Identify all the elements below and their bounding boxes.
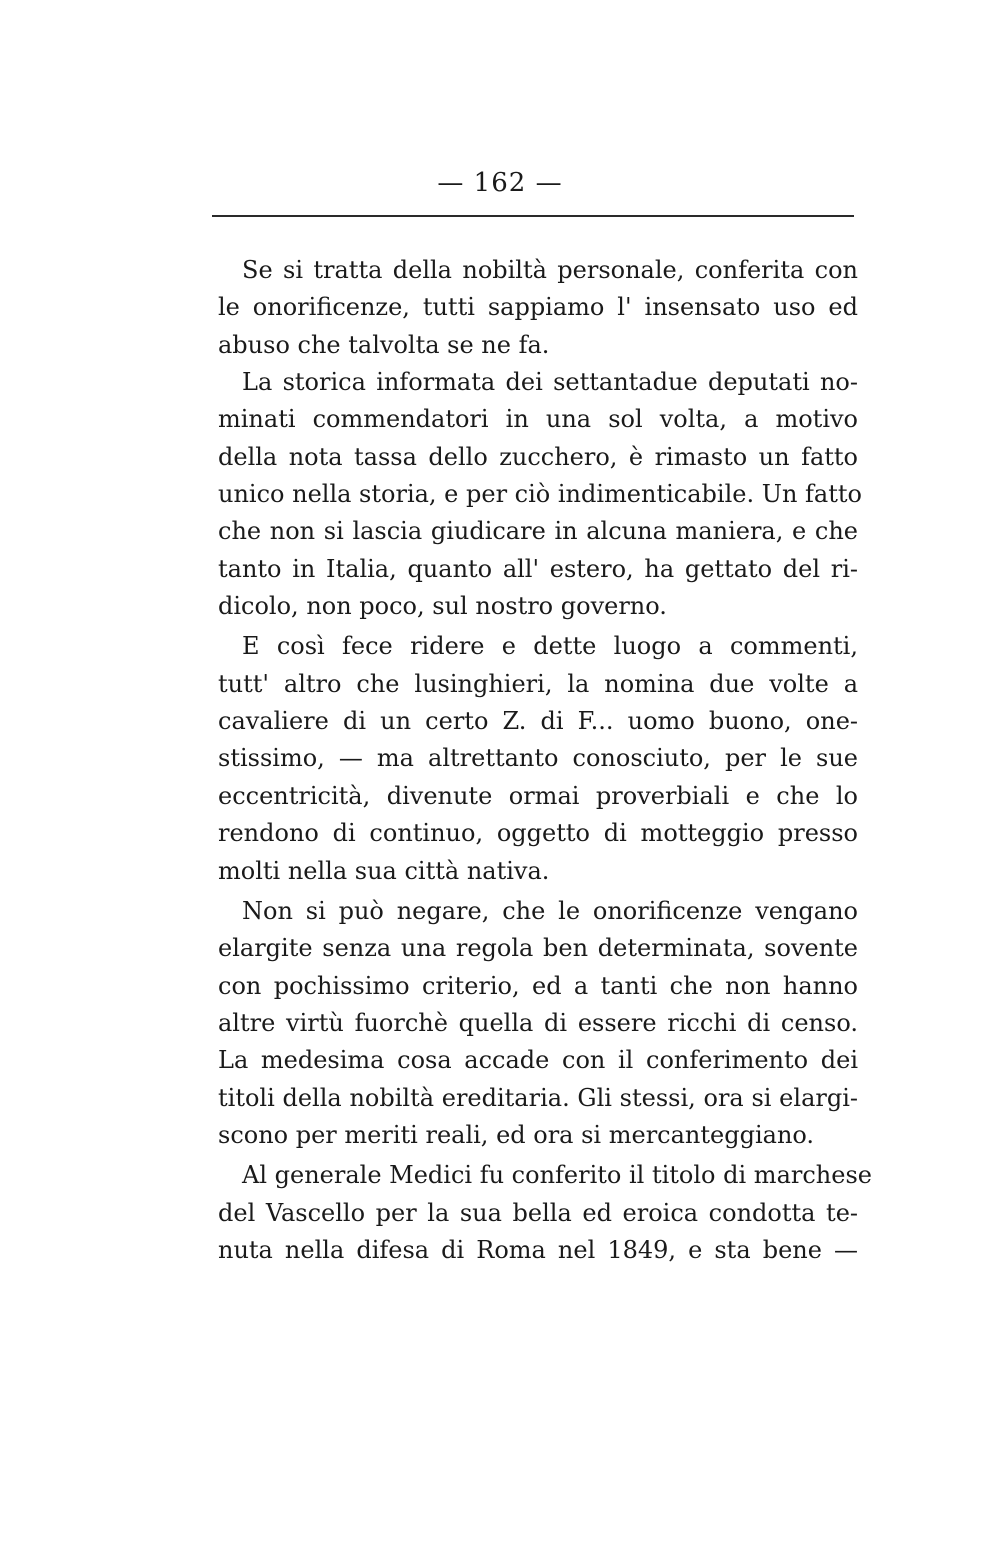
text-line: Al generale Medici fu conferito il titolo di marchese: [242, 1161, 872, 1190]
text-line: che non si lascia giudicare in alcuna maniera, e che: [218, 517, 858, 546]
text-line: della nota tassa dello zucchero, è rimasto un fatto: [218, 442, 858, 471]
text-line: La medesima cosa accade con il conferimento dei: [218, 1046, 858, 1075]
text-line: tutt' altro che lusinghieri, la nomina due volte a: [218, 669, 858, 698]
text-line: tanto in Italia, quanto all' estero, ha gettato del ri-: [218, 554, 858, 583]
text-line: Se si tratta della nobiltà personale, conferita con: [242, 256, 858, 284]
text-line: Non si può negare, che le onorificenze vengano: [242, 896, 858, 925]
header-rule: [212, 215, 854, 217]
page-number: — 162 —: [437, 168, 563, 198]
text-line: molti nella sua città nativa.: [218, 856, 550, 885]
text-line: elargite senza una regola ben determinata, sovente: [218, 934, 858, 963]
text-line: con pochissimo criterio, ed a tanti che non hanno: [218, 971, 858, 1000]
text-line: abuso che talvolta se ne fa.: [218, 330, 550, 359]
body-text: [218, 252, 872, 1269]
text-line: nuta nella difesa di Roma nel 1849, e sta bene —: [218, 1235, 858, 1264]
text-line: minati commendatori in una sol volta, a motivo: [218, 405, 858, 434]
text-line: E così fece ridere e dette luogo a commenti,: [242, 632, 858, 661]
text-line: altre virtù fuorchè quella di essere ricchi di censo.: [218, 1008, 858, 1037]
text-line: scono per meriti reali, ed ora si mercanteggiano.: [218, 1120, 815, 1149]
text-line: stissimo, — ma altrettanto conosciuto, per le sue: [218, 744, 858, 773]
text-line: le onorificenze, tutti sappiamo l' insensato uso ed: [218, 293, 858, 322]
text-line: eccentricità, divenute ormai proverbiali e che lo: [218, 781, 858, 810]
text-line: La storica informata dei settantadue deputati no-: [242, 368, 858, 397]
text-line: rendono di continuo, oggetto di motteggio presso: [218, 819, 858, 848]
text-line: unico nella storia, e per ciò indimenticabile. Un fatto: [218, 480, 862, 509]
text-line: cavaliere di un certo Z. di F... uomo buono, one-: [218, 707, 858, 736]
text-line: del Vascello per la sua bella ed eroica condotta te-: [218, 1198, 858, 1227]
text-line: dicolo, non poco, sul nostro governo.: [218, 592, 667, 621]
text-line: titoli della nobiltà ereditaria. Gli stessi, ora si elargi-: [218, 1083, 858, 1112]
